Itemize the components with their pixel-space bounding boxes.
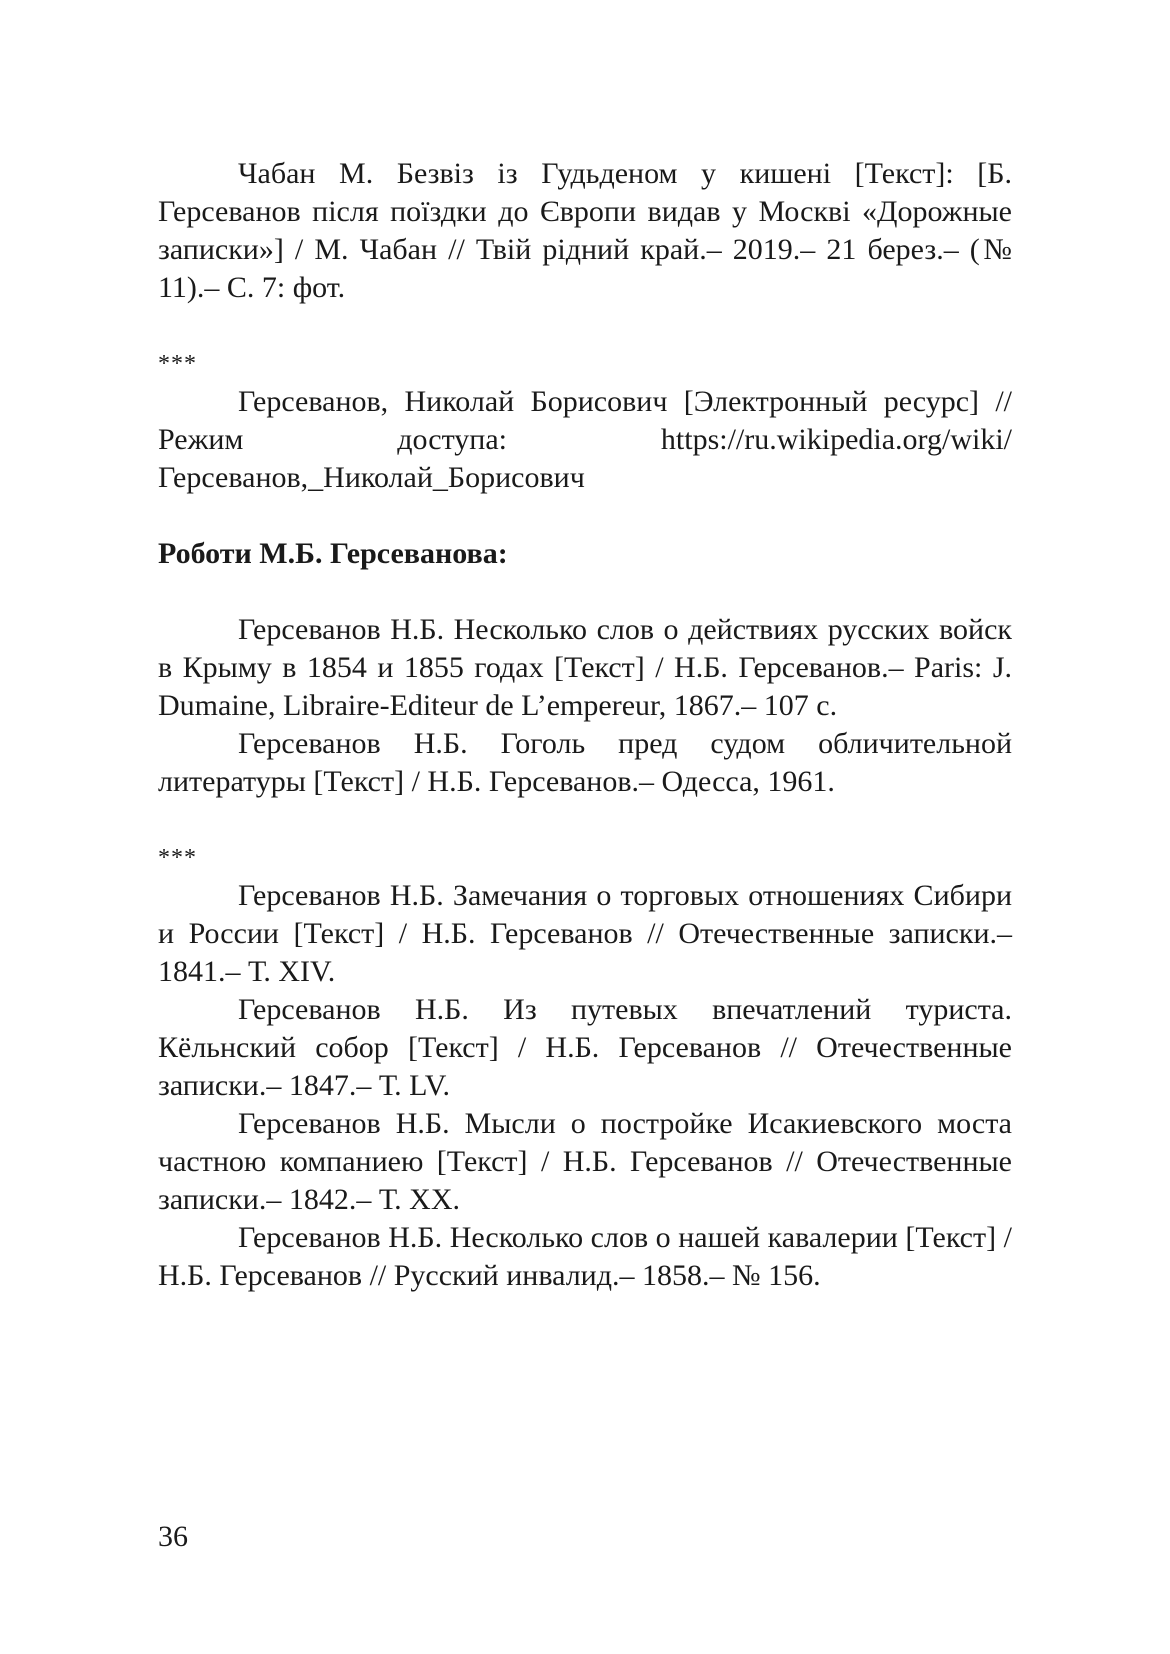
bibliography-entry: Герсеванов, Николай Борисович [Электронный ресурс] // Режим доступа: https://ru.wikipedia.org/wiki/Герсеванов,_Николай_Борисович (158, 385, 1012, 494)
bibliography-entry: Герсеванов Н.Б. Замечания о торговых отношениях Сибири и России [Текст] / Н.Б. Герсеванов // Отечественные записки.– 1841.– Т. XIV. (158, 879, 1012, 988)
section-separator: *** (158, 845, 197, 871)
section-separator: *** (158, 351, 197, 377)
bibliography-entry: Чабан М. Безвіз із Гудьденом у кишені [Текст]: [Б. Герсеванов після поїздки до Європи видав у Москві «Дорожные записки»] / М. Чабан // Твій рідний край.– 2019.– 21 берез.– (№ 11).– С. 7: фот. (158, 157, 1012, 304)
section-heading: Роботи М.Б. Герсеванова: (158, 537, 508, 570)
bibliography-entry: Герсеванов Н.Б. Гоголь пред судом обличительной литературы [Текст] / Н.Б. Герсеванов.– Одесса, 1961. (158, 727, 1012, 798)
page-body (158, 155, 1012, 1295)
page-number: 36 (158, 1520, 188, 1553)
bibliography-entry: Герсеванов Н.Б. Несколько слов о действиях русских войск в Крыму в 1854 и 1855 годах [Текст] / Н.Б. Герсеванов.– Paris: J. Dumaine, Libraire-Editeur de L’empereur, 1867.– 107 с. (158, 613, 1012, 722)
bibliography-entry: Герсеванов Н.Б. Из путевых впечатлений туриста. Кёльнский собор [Текст] / Н.Б. Герсеванов // Отечественные записки.– 1847.– Т. LV. (158, 993, 1012, 1102)
bibliography-entry: Герсеванов Н.Б. Мысли о постройке Исакиевского моста частною компаниею [Текст] / Н.Б. Герсеванов // Отечественные записки.– 1842.– Т. XX. (158, 1107, 1012, 1216)
bibliography-entry: Герсеванов Н.Б. Несколько слов о нашей кавалерии [Текст] / Н.Б. Герсеванов // Русский инвалид.– 1858.– № 156. (158, 1221, 1012, 1292)
